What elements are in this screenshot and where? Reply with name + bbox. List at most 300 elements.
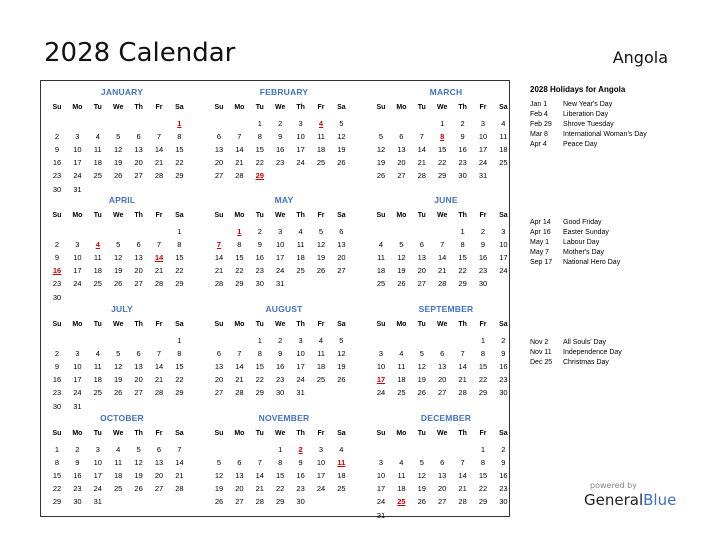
- calendar-day: 6: [339, 227, 344, 236]
- calendar-day: 2: [278, 336, 283, 345]
- month-name: JULY: [111, 304, 133, 314]
- calendar-day: 11: [317, 349, 325, 359]
- weekday-label: We: [437, 212, 448, 219]
- weekday-label: Tu: [255, 104, 264, 111]
- calendar-day: 30: [296, 497, 305, 507]
- calendar-day: 13: [134, 253, 143, 263]
- holiday-date: Feb 4: [530, 111, 548, 118]
- page-title: 2028 Calendar: [44, 38, 236, 68]
- calendar-day: 1: [480, 445, 486, 454]
- calendar-day: 21: [417, 158, 426, 168]
- calendar-day: 1: [54, 445, 60, 454]
- calendar-day: 17: [276, 253, 285, 263]
- weekday-label: Fr: [479, 104, 487, 111]
- calendar-day: 16: [478, 253, 488, 263]
- calendar-day: 17: [73, 266, 82, 276]
- weekday-label: Sa: [337, 212, 346, 219]
- calendar-day: 12: [376, 145, 386, 155]
- weekday-label: Fr: [155, 104, 163, 111]
- calendar-day: 8: [237, 240, 242, 250]
- weekday-label: Tu: [417, 430, 426, 437]
- weekday-label: Sa: [337, 321, 346, 328]
- month-december: [369, 411, 523, 520]
- brand-general: General: [584, 491, 644, 509]
- calendar-day: 16: [52, 375, 62, 385]
- calendar-day: 3: [378, 349, 384, 359]
- weekday-label: We: [275, 212, 286, 219]
- calendar-day: 10: [73, 362, 82, 372]
- calendar-day: 23: [296, 484, 305, 494]
- calendar-day: 3: [278, 227, 283, 236]
- calendar-day: 30: [499, 497, 508, 507]
- calendar-day: 17: [478, 145, 488, 155]
- calendar-day: 9: [460, 132, 465, 142]
- calendar-day: 22: [458, 266, 467, 276]
- calendar-day: 10: [478, 132, 488, 142]
- calendar-day: 18: [93, 158, 102, 168]
- calendar-day: 12: [397, 253, 406, 263]
- calendar-day: 22: [255, 158, 264, 168]
- calendar-day: 11: [114, 458, 123, 468]
- calendar-day: 25: [93, 171, 102, 181]
- calendar-day: 10: [276, 240, 285, 250]
- calendar-day: 10: [376, 362, 386, 372]
- holiday-day: 11: [337, 458, 346, 468]
- calendar-day: 11: [397, 362, 406, 372]
- holiday-name: International Woman's Day: [563, 131, 647, 138]
- weekday-label: Tu: [93, 430, 102, 437]
- calendar-day: 25: [114, 484, 123, 494]
- calendar-day: 18: [93, 375, 102, 385]
- holiday-day: 17: [376, 375, 386, 385]
- calendar-day: 6: [440, 458, 445, 468]
- weekday-label: Tu: [417, 212, 426, 219]
- calendar-day: 25: [376, 279, 386, 289]
- calendar-day: 27: [134, 171, 143, 181]
- weekday-label: Th: [134, 321, 143, 328]
- holiday-name: New Year's Day: [563, 101, 613, 108]
- holiday-date: Apr 4: [530, 141, 547, 148]
- calendar-day: 22: [478, 375, 488, 385]
- calendar-day: 15: [175, 145, 184, 155]
- calendar-day: 25: [499, 158, 508, 168]
- calendar-day: 12: [114, 253, 123, 263]
- calendar-day: 7: [460, 349, 465, 359]
- calendar-day: 23: [255, 266, 264, 276]
- holiday-name: Independence Day: [563, 349, 622, 356]
- calendar-day: 1: [257, 119, 262, 128]
- calendar-day: 7: [257, 458, 262, 468]
- weekday-label: Th: [458, 212, 467, 219]
- month-august: [207, 302, 361, 411]
- calendar-day: 19: [316, 253, 326, 263]
- calendar-day: 10: [93, 458, 102, 468]
- calendar-day: 8: [480, 349, 486, 359]
- weekday-label: Sa: [337, 430, 346, 437]
- calendar-day: 18: [397, 375, 406, 385]
- holiday-day: 1: [237, 227, 242, 236]
- calendar-day: 17: [499, 253, 508, 263]
- calendar-day: 11: [499, 132, 508, 142]
- weekday-label: We: [275, 321, 286, 328]
- calendar-day: 30: [255, 279, 264, 289]
- calendar-day: 12: [316, 240, 326, 250]
- calendar-day: 11: [397, 471, 406, 481]
- holiday-name: National Hero Day: [563, 259, 621, 266]
- weekday-label: Su: [214, 104, 224, 111]
- brand-blue: Blue: [643, 491, 677, 509]
- calendar-day: 9: [278, 349, 283, 359]
- calendar-day: 1: [440, 119, 445, 128]
- holiday-date: May 7: [530, 249, 550, 256]
- calendar-day: 5: [419, 349, 424, 359]
- weekday-label: Mo: [72, 212, 83, 219]
- calendar-day: 7: [156, 349, 162, 359]
- calendar-day: 13: [438, 362, 447, 372]
- calendar-day: 2: [501, 445, 506, 454]
- calendar-day: 18: [337, 471, 346, 481]
- holiday-date: Jan 1: [530, 101, 548, 108]
- weekday-label: Su: [52, 212, 62, 219]
- month-january: [45, 85, 199, 194]
- calendar-day: 26: [337, 375, 346, 385]
- calendar-day: 16: [499, 362, 508, 372]
- calendar-day: 8: [480, 458, 486, 468]
- calendar-day: 27: [417, 279, 426, 289]
- calendar-day: 10: [73, 145, 82, 155]
- holiday-day: 4: [318, 119, 324, 128]
- calendar-day: 5: [339, 119, 344, 128]
- calendar-day: 7: [156, 132, 162, 142]
- calendar-day: 30: [478, 279, 488, 289]
- calendar-day: 28: [458, 388, 467, 398]
- holiday-name: Shrove Tuesday: [563, 121, 614, 128]
- calendar-day: 31: [73, 184, 82, 194]
- calendar-day: 22: [235, 266, 244, 276]
- calendar-day: 14: [154, 145, 164, 155]
- calendar-day: 2: [257, 227, 262, 236]
- month-name: DECEMBER: [420, 413, 472, 423]
- holiday-date: Feb 29: [530, 121, 552, 128]
- month-name: JANUARY: [100, 87, 144, 97]
- calendar-day: 16: [499, 471, 508, 481]
- calendar-day: 15: [458, 253, 467, 263]
- weekday-label: Tu: [255, 430, 264, 437]
- calendar-day: 25: [316, 375, 326, 385]
- calendar-day: 9: [54, 253, 60, 263]
- calendar-day: 24: [73, 388, 82, 398]
- calendar-day: 27: [337, 266, 346, 276]
- calendar-day: 17: [296, 145, 305, 155]
- calendar-day: 31: [73, 401, 82, 411]
- calendar-day: 31: [276, 279, 285, 289]
- calendar-day: 4: [339, 445, 344, 454]
- calendar-day: 31: [296, 388, 305, 398]
- calendar-day: 7: [419, 132, 424, 142]
- calendar-day: 28: [154, 388, 164, 398]
- calendar-day: 21: [154, 266, 164, 276]
- holiday-date: Sep 17: [530, 259, 553, 266]
- calendar-day: 30: [73, 497, 82, 507]
- calendar-day: 29: [276, 497, 285, 507]
- month-june: [369, 193, 523, 302]
- calendar-day: 25: [93, 279, 102, 289]
- calendar-day: 3: [298, 336, 303, 345]
- calendar-day: 7: [460, 458, 465, 468]
- holiday-day: 7: [216, 240, 222, 250]
- calendar-day: 27: [438, 497, 447, 507]
- calendar-day: 11: [93, 145, 102, 155]
- weekday-label: Th: [296, 321, 305, 328]
- calendar-day: 28: [154, 279, 164, 289]
- calendar-day: 8: [257, 132, 262, 142]
- calendar-day: 23: [52, 279, 62, 289]
- weekday-label: We: [275, 104, 286, 111]
- weekday-label: Su: [376, 212, 386, 219]
- holiday-name: Peace Day: [563, 141, 598, 148]
- calendar-day: 19: [337, 362, 346, 372]
- month-name: APRIL: [108, 195, 136, 205]
- calendar-day: 6: [156, 445, 162, 454]
- calendar-day: 3: [378, 458, 384, 468]
- weekday-label: Tu: [255, 212, 264, 219]
- calendar-day: 23: [276, 375, 285, 385]
- weekday-label: Th: [458, 321, 467, 328]
- calendar-day: 10: [296, 349, 305, 359]
- calendar-day: 7: [177, 445, 182, 454]
- calendar-day: 21: [255, 484, 264, 494]
- calendar-day: 22: [255, 375, 264, 385]
- calendar-day: 20: [417, 266, 426, 276]
- calendar-day: 14: [458, 362, 467, 372]
- calendar-day: 16: [255, 253, 264, 263]
- month-name: MAY: [274, 195, 294, 205]
- calendar-day: 14: [235, 362, 244, 372]
- calendar-day: 14: [154, 362, 164, 372]
- calendar-day: 29: [255, 388, 264, 398]
- calendar-day: 29: [458, 279, 467, 289]
- calendar-day: 9: [278, 132, 283, 142]
- calendar-day: 30: [458, 171, 467, 181]
- calendar-day: 5: [216, 458, 222, 468]
- calendar-day: 11: [93, 362, 102, 372]
- calendar-day: 30: [52, 401, 62, 411]
- calendar-day: 28: [458, 497, 467, 507]
- calendar-day: 14: [417, 145, 426, 155]
- calendar-day: 8: [177, 132, 182, 142]
- holiday-name: Liberation Day: [563, 111, 609, 118]
- weekday-label: We: [275, 430, 286, 437]
- calendar-day: 3: [75, 349, 80, 359]
- calendar-day: 24: [296, 158, 305, 168]
- month-name: NOVEMBER: [258, 413, 310, 423]
- generalblue-logo[interactable]: [584, 491, 676, 509]
- holiday-date: Apr 14: [530, 219, 551, 226]
- weekday-label: We: [113, 430, 124, 437]
- weekday-label: Tu: [255, 321, 264, 328]
- calendar-day: 26: [114, 171, 123, 181]
- calendar-day: 26: [316, 266, 326, 276]
- weekday-label: Sa: [175, 104, 184, 111]
- calendar-day: 27: [134, 279, 143, 289]
- weekday-label: Th: [296, 430, 305, 437]
- weekday-label: Fr: [317, 212, 325, 219]
- calendar-day: 14: [458, 471, 467, 481]
- weekday-label: Fr: [155, 430, 163, 437]
- calendar-day: 1: [177, 336, 182, 345]
- calendar-day: 9: [54, 362, 60, 372]
- calendar-day: 13: [214, 362, 224, 372]
- calendar-day: 19: [417, 375, 426, 385]
- calendar-day: 5: [339, 336, 344, 345]
- weekday-label: We: [437, 104, 448, 111]
- calendar-day: 29: [175, 279, 184, 289]
- weekday-label: Sa: [499, 321, 508, 328]
- calendar-day: 30: [52, 184, 62, 194]
- calendar-day: 6: [136, 240, 141, 250]
- calendar-day: 16: [458, 145, 467, 155]
- calendar-day: 23: [52, 388, 62, 398]
- calendar-day: 26: [376, 171, 386, 181]
- calendar-day: 15: [438, 145, 447, 155]
- calendar-day: 8: [177, 240, 182, 250]
- calendar-day: 5: [116, 132, 121, 142]
- calendar-day: 13: [134, 145, 143, 155]
- weekday-label: Mo: [234, 321, 245, 328]
- calendar-day: 19: [114, 266, 123, 276]
- calendar-day: 2: [54, 349, 60, 359]
- calendar-day: 29: [52, 497, 62, 507]
- calendar-day: 4: [399, 349, 404, 359]
- month-name: JUNE: [434, 195, 458, 205]
- calendar-day: 11: [317, 132, 325, 142]
- calendar-day: 9: [298, 458, 303, 468]
- calendar-day: 13: [235, 471, 244, 481]
- calendar-day: 12: [337, 132, 346, 142]
- calendar-day: 23: [73, 484, 82, 494]
- calendar-day: 23: [458, 158, 467, 168]
- weekday-label: Th: [134, 104, 143, 111]
- calendar-day: 8: [278, 458, 283, 468]
- holiday-name: Mother's Day: [563, 249, 605, 256]
- calendar-day: 28: [438, 279, 447, 289]
- calendar-day: 10: [376, 471, 386, 481]
- calendar-day: 3: [75, 132, 80, 142]
- calendar-day: 25: [397, 388, 406, 398]
- calendar-day: 17: [93, 471, 102, 481]
- calendar-day: 22: [438, 158, 447, 168]
- calendar-day: 8: [460, 240, 465, 250]
- calendar-day: 12: [134, 458, 143, 468]
- calendar-day: 20: [214, 158, 224, 168]
- weekday-label: Su: [214, 212, 224, 219]
- weekday-label: Tu: [93, 212, 102, 219]
- calendar-day: 29: [478, 388, 488, 398]
- weekday-label: Mo: [72, 321, 83, 328]
- calendar-day: 26: [134, 484, 143, 494]
- calendar-day: 15: [478, 362, 488, 372]
- calendar-day: 29: [175, 388, 184, 398]
- calendar-day: 19: [397, 266, 406, 276]
- calendar-day: 5: [136, 445, 141, 454]
- calendar-day: 26: [417, 388, 426, 398]
- weekday-label: Tu: [93, 321, 102, 328]
- calendar-day: 20: [154, 471, 164, 481]
- weekday-label: Sa: [499, 430, 508, 437]
- calendar-day: 27: [438, 388, 447, 398]
- calendar-day: 19: [376, 158, 386, 168]
- holiday-name: Good Friday: [563, 219, 602, 226]
- calendar-day: 26: [114, 388, 123, 398]
- calendar-day: 3: [318, 445, 324, 454]
- calendar-day: 19: [214, 484, 224, 494]
- calendar-day: 17: [73, 158, 82, 168]
- calendar-day: 13: [397, 145, 406, 155]
- calendar-day: 14: [235, 145, 244, 155]
- weekday-label: We: [437, 430, 448, 437]
- calendar-day: 5: [116, 240, 121, 250]
- calendar-day: 25: [296, 266, 305, 276]
- calendar-day: 1: [257, 336, 262, 345]
- weekday-label: Su: [376, 430, 386, 437]
- calendar-day: 23: [276, 158, 285, 168]
- month-february: [207, 85, 361, 194]
- calendar-day: 4: [116, 445, 121, 454]
- calendar-day: 14: [255, 471, 264, 481]
- calendar-day: 4: [501, 119, 506, 128]
- month-november: [207, 411, 361, 520]
- weekday-label: Mo: [72, 104, 83, 111]
- calendar-day: 6: [136, 349, 141, 359]
- calendar-day: 2: [480, 227, 486, 236]
- weekday-label: Fr: [479, 212, 487, 219]
- calendar-day: 3: [501, 227, 506, 236]
- calendar-day: 15: [175, 362, 184, 372]
- weekday-label: Su: [52, 430, 62, 437]
- calendar-day: 12: [417, 471, 426, 481]
- calendar-day: 27: [235, 497, 244, 507]
- calendar-day: 22: [175, 375, 184, 385]
- calendar-day: 28: [235, 388, 244, 398]
- calendar-day: 6: [237, 458, 242, 468]
- calendar-day: 13: [337, 240, 346, 250]
- calendar-day: 8: [177, 349, 182, 359]
- calendar-day: 28: [175, 484, 184, 494]
- calendar-day: 23: [499, 375, 508, 385]
- calendar-day: 10: [73, 253, 82, 263]
- weekday-label: Sa: [337, 104, 346, 111]
- calendar-day: 24: [73, 279, 82, 289]
- calendar-day: 4: [298, 227, 303, 236]
- weekday-label: Su: [52, 104, 62, 111]
- month-name: SEPTEMBER: [418, 304, 474, 314]
- calendar-day: 10: [296, 132, 305, 142]
- calendar-day: 10: [316, 458, 326, 468]
- holidays-title: 2028 Holidays for Angola: [530, 85, 626, 94]
- calendar-day: 3: [298, 119, 303, 128]
- calendar-day: 2: [501, 336, 506, 345]
- weekday-label: Fr: [317, 430, 325, 437]
- holiday-day: 14: [154, 253, 164, 263]
- calendar-day: 28: [154, 171, 164, 181]
- powered-by-label: powered by: [590, 481, 637, 490]
- month-name: OCTOBER: [100, 413, 144, 423]
- weekday-label: Sa: [175, 212, 184, 219]
- calendar-day: 13: [417, 253, 426, 263]
- calendar-day: 24: [376, 388, 386, 398]
- calendar-day: 18: [296, 253, 305, 263]
- calendar-day: 4: [399, 458, 404, 468]
